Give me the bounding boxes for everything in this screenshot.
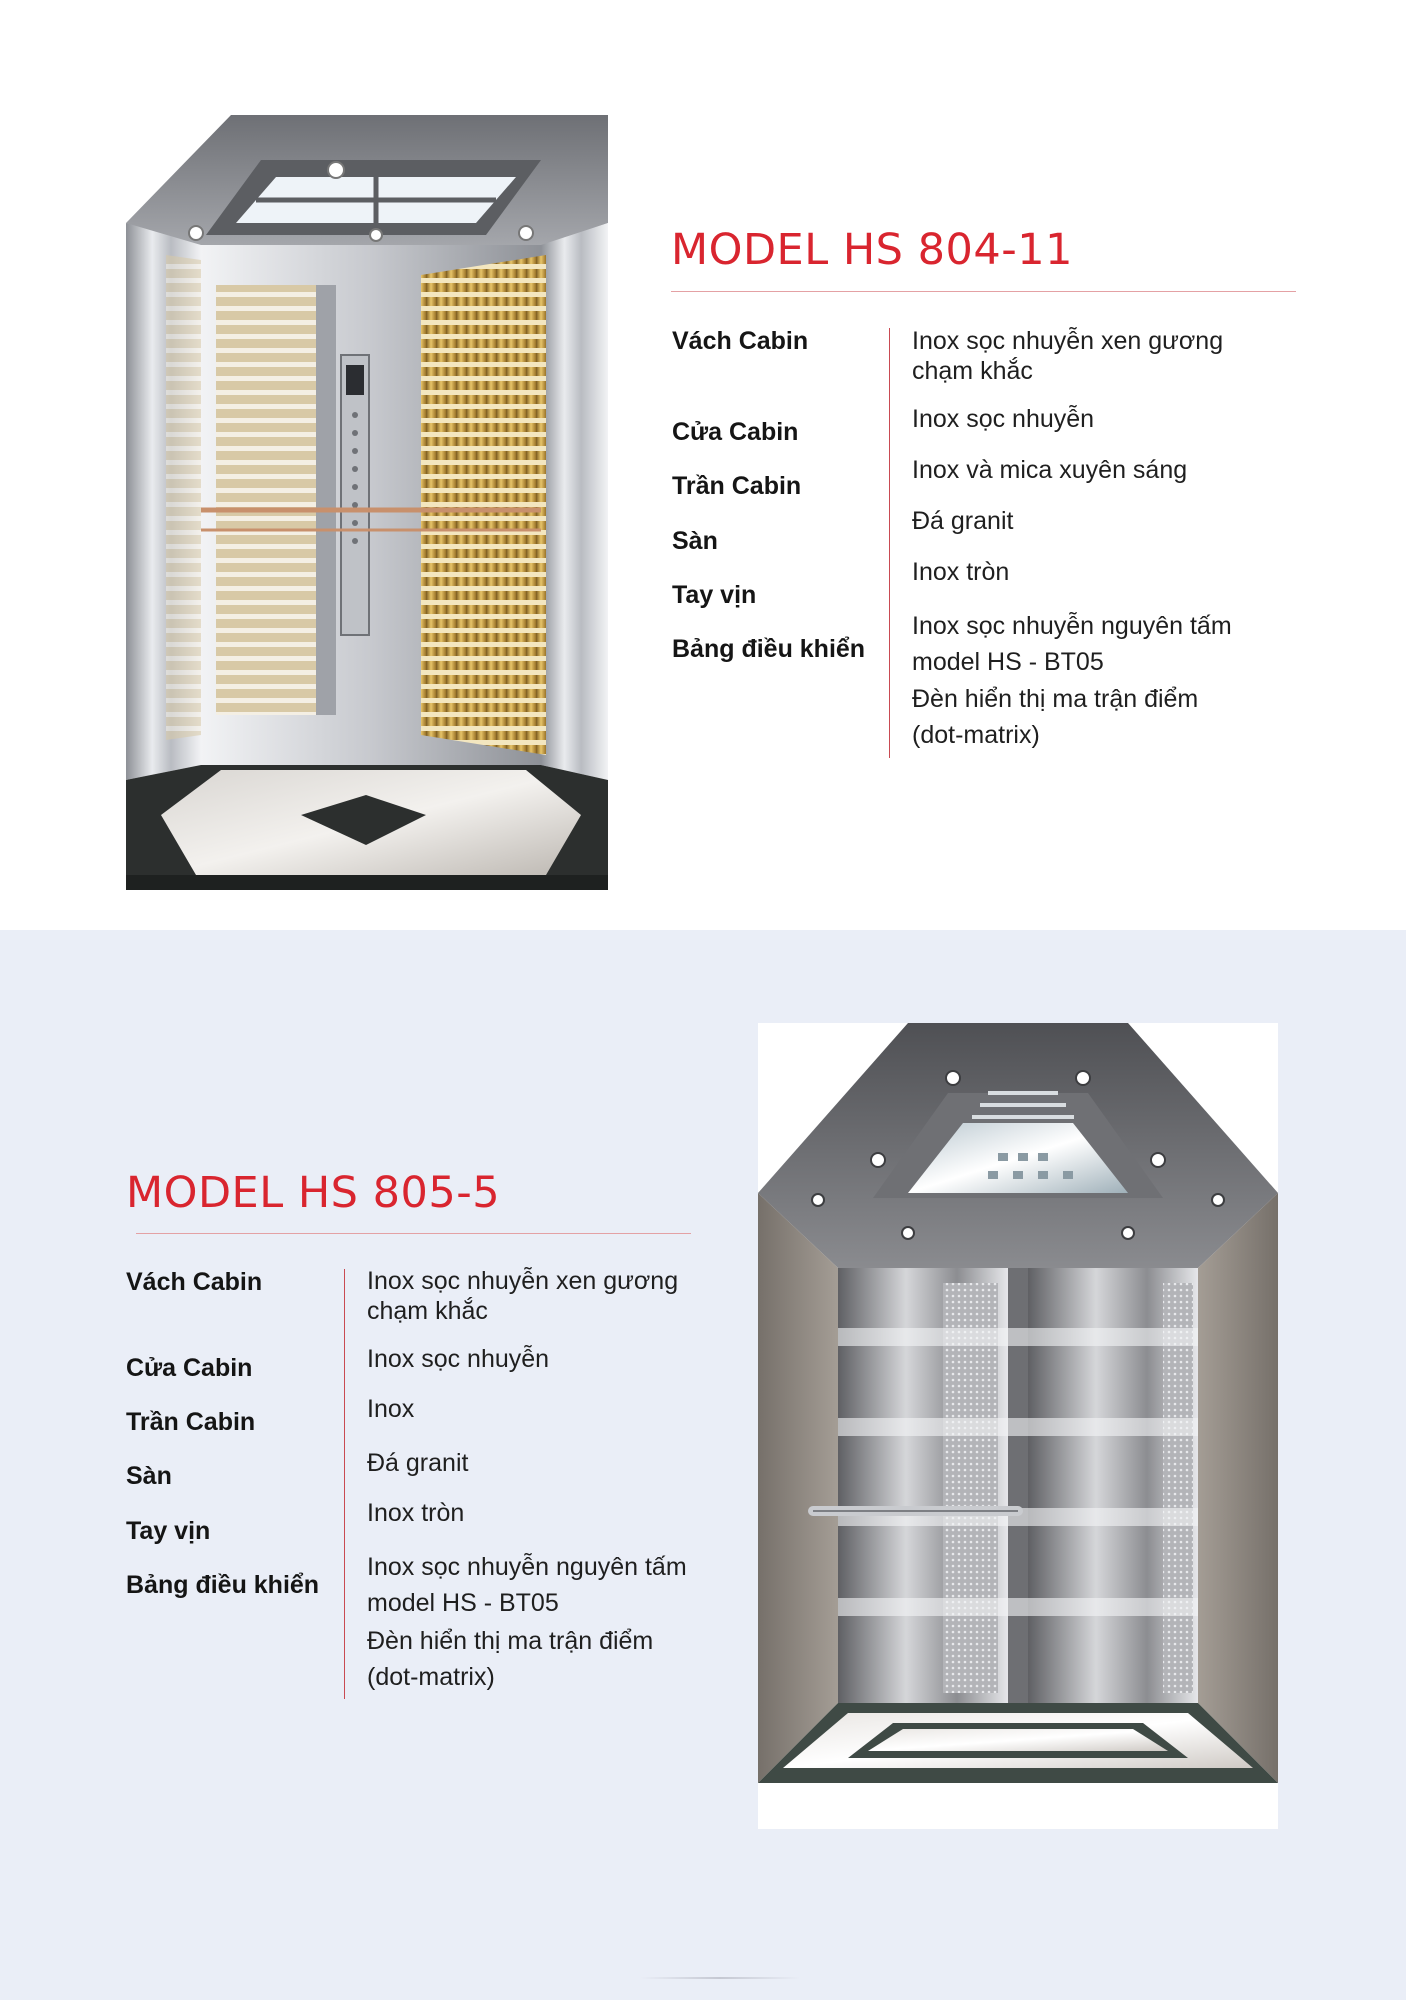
label-handrail: Tay vịn xyxy=(126,1517,211,1545)
value-wall: Inox sọc nhuyễn xen gương chạm khắc xyxy=(912,327,1224,385)
spec-divider xyxy=(344,1269,345,1699)
value-panel-line2: Đèn hiển thị ma trận điểm (dot-matrix) xyxy=(367,1627,654,1691)
value-panel-line1: Inox sọc nhuyễn nguyên tấm model HS - BT05 xyxy=(367,1553,687,1617)
label-ceiling: Trần Cabin xyxy=(672,472,802,500)
model-title: MODEL HS 804-11 xyxy=(671,225,1073,275)
label-door: Cửa Cabin xyxy=(672,418,799,446)
label-door: Cửa Cabin xyxy=(126,1354,253,1382)
label-wall: Vách Cabin xyxy=(672,327,809,355)
label-floor: Sàn xyxy=(126,1462,172,1490)
cabin-image-hs805-5 xyxy=(758,1023,1278,1829)
label-ceiling: Trần Cabin xyxy=(126,1408,256,1436)
value-panel-line1: Inox sọc nhuyễn nguyên tấm model HS - BT05 xyxy=(912,612,1232,676)
value-floor: Đá granit xyxy=(912,507,1014,535)
value-panel-line2: Đèn hiển thị ma trận điểm (dot-matrix) xyxy=(912,685,1199,749)
value-handrail: Inox tròn xyxy=(367,1499,465,1527)
title-divider xyxy=(136,1233,691,1234)
spec-divider xyxy=(889,328,890,758)
value-ceiling: Inox và mica xuyên sáng xyxy=(912,456,1188,484)
value-floor: Đá granit xyxy=(367,1449,469,1477)
label-panel: Bảng điều khiển xyxy=(672,635,866,663)
label-wall: Vách Cabin xyxy=(126,1268,263,1296)
value-wall: Inox sọc nhuyễn xen gương chạm khắc xyxy=(367,1267,679,1325)
title-divider xyxy=(671,291,1296,292)
label-panel: Bảng điều khiển xyxy=(126,1571,320,1599)
value-door: Inox sọc nhuyễn xyxy=(912,405,1095,433)
model-title: MODEL HS 805-5 xyxy=(126,1168,501,1218)
page-footer-rule xyxy=(640,1977,800,1979)
value-ceiling: Inox xyxy=(367,1395,415,1423)
value-handrail: Inox tròn xyxy=(912,558,1010,586)
label-handrail: Tay vịn xyxy=(672,581,757,609)
value-door: Inox sọc nhuyễn xyxy=(367,1345,550,1373)
cabin-image-hs804-11 xyxy=(126,115,608,890)
label-floor: Sàn xyxy=(672,527,718,555)
